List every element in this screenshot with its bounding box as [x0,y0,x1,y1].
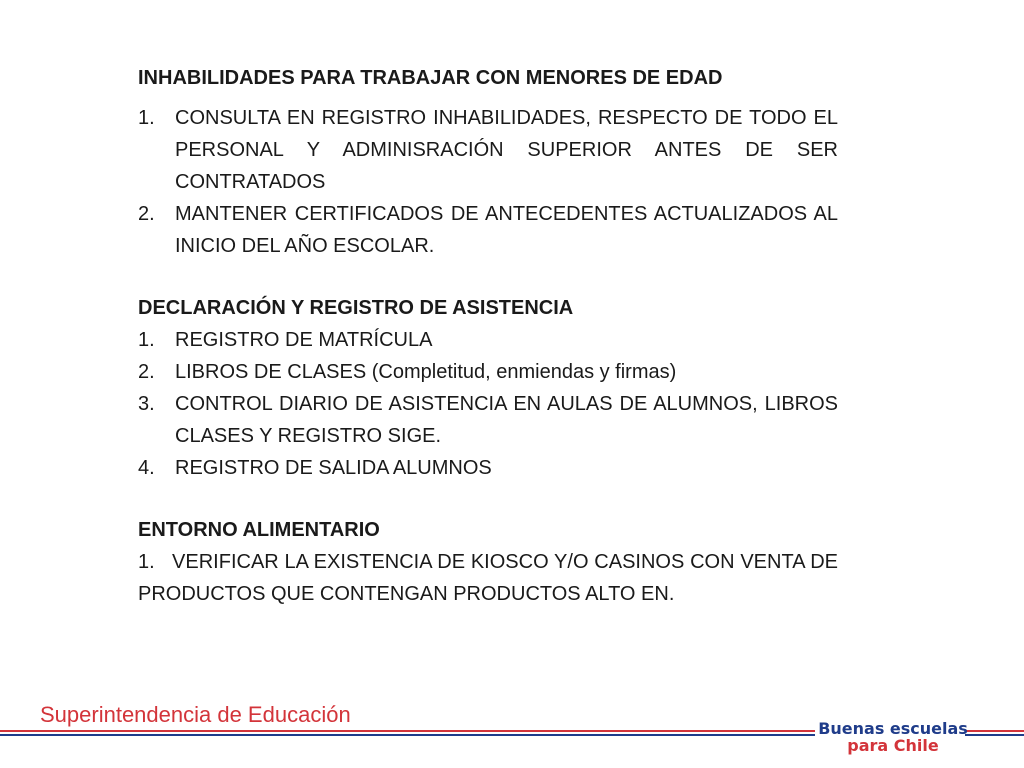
section-entorno-alimentario [138,514,844,610]
list-number: 3. [138,393,155,415]
list-number: 4. [138,457,155,479]
list-number: 2. [138,361,155,383]
section-inhabilidades [138,62,838,262]
slide-content [138,62,844,610]
section-heading: INHABILIDADES PARA TRABAJAR CON MENORES DE EDAD [138,67,723,89]
list-item-text: CONSULTA EN REGISTRO INHABILIDADES, RESPECTO DE TODO EL PERSONAL Y ADMINISRACIÓN SUPERIOR ANTES DE SER CONTRATADOS [175,107,838,193]
footer-rule-blue-right [965,734,1024,736]
list-item-text: CONTROL DIARIO DE ASISTENCIA EN AULAS DE ALUMNOS, LIBROS CLASES Y REGISTRO SIGE. [175,393,838,447]
list-item [138,102,838,198]
section-heading: DECLARACIÓN Y REGISTRO DE ASISTENCIA [138,297,574,319]
section-asistencia [138,292,838,484]
list-item-text: MANTENER CERTIFICADOS DE ANTECEDENTES ACTUALIZADOS AL INICIO DEL AÑO ESCOLAR. [175,203,838,257]
numbered-list [138,102,838,262]
logo-line-1: Buenas escuelas [818,719,968,738]
section-text: 1. VERIFICAR LA EXISTENCIA DE KIOSCO Y/O CASINOS CON VENTA DE PRODUCTOS QUE CONTENGAN PRODUCTOS ALTO EN. [138,551,844,605]
footer-rule-red-right [965,730,1024,732]
section-heading: ENTORNO ALIMENTARIO [138,519,380,541]
list-item [138,452,838,484]
list-number: 1. [138,329,155,351]
list-item [138,388,838,452]
list-item-text: REGISTRO DE MATRÍCULA [175,329,433,351]
list-number: 2. [138,203,155,225]
footer-rule-red-left [0,730,815,732]
list-number: 1. [138,107,155,129]
footer-rule-blue-left [0,734,815,736]
numbered-list [138,324,838,484]
list-item [138,324,838,356]
list-item [138,198,838,262]
footer-organization: Superintendencia de Educación [40,702,351,727]
list-item-text: LIBROS DE CLASES (Completitud, enmiendas y firmas) [175,361,677,383]
list-item [138,356,838,388]
list-item-text: REGISTRO DE SALIDA ALUMNOS [175,457,492,479]
buenas-escuelas-logo [818,720,968,754]
logo-line-2: para Chile [847,736,939,755]
